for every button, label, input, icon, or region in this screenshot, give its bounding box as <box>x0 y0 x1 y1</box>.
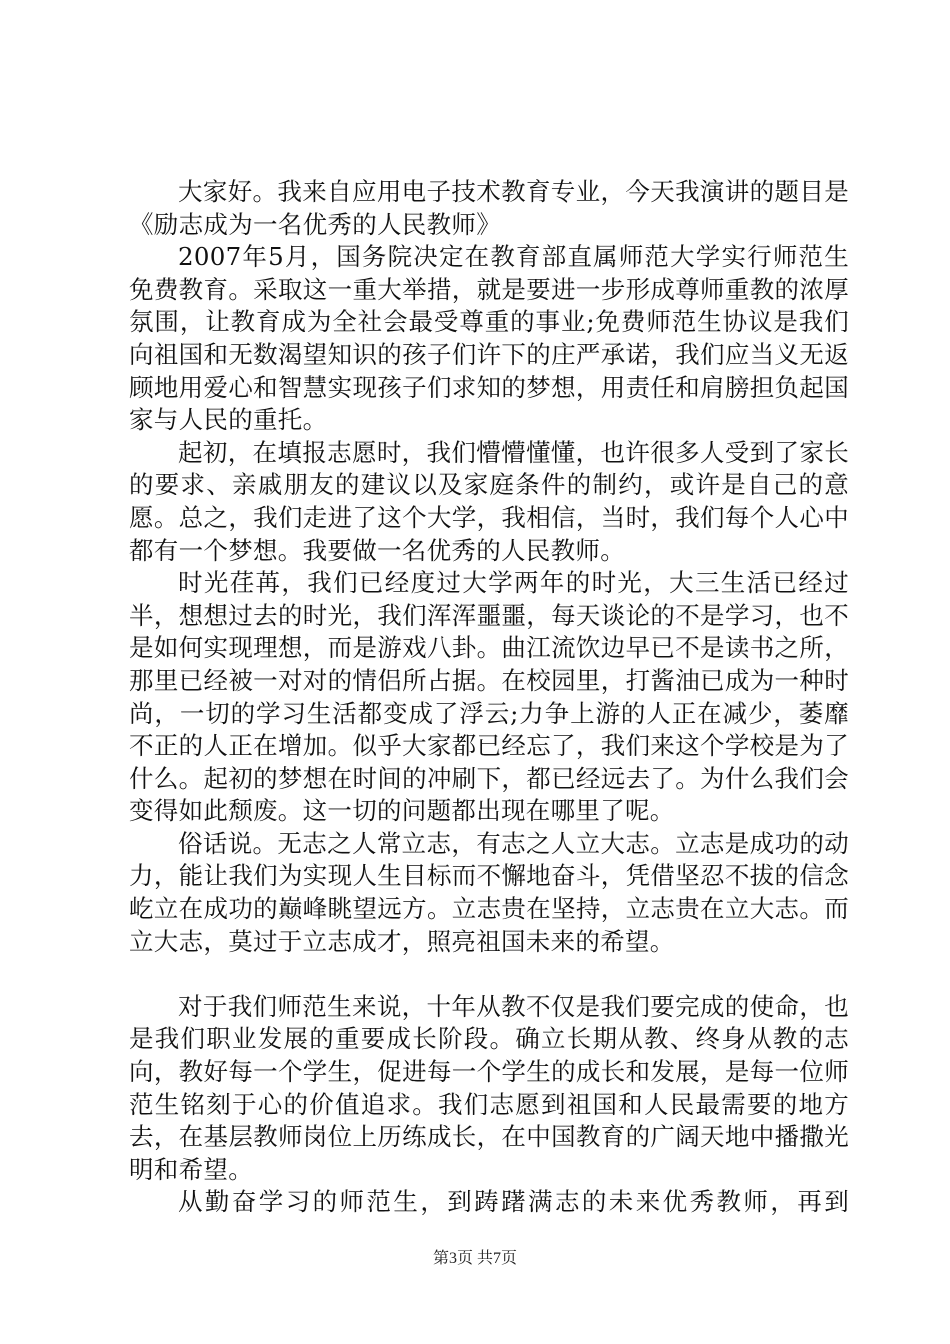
page-number-footer: 第3页 共7页 <box>432 1250 517 1267</box>
paragraph-policy: 2007年5月，国务院决定在教育部直属师范大学实行师范生免费教育。采取这一重大举措，就是要进一步形成尊师重教的浓厚氛围，让教育成为全社会最受尊重的事业;免费师范生协议是我们向祖国和无数渴望知识的孩子们许下的庄严承诺，我们应当义无返顾地用爱心和智慧实现孩子们求知的梦想，用责任和肩膀担负起国家与人民的重托。 <box>129 242 849 435</box>
paragraph-continued: 从勤奋学习的师范生，到踌躇满志的未来优秀教师，再到 <box>178 1187 849 1217</box>
paragraph-beginning: 起初，在填报志愿时，我们懵懵懂懂，也许很多人受到了家长的要求、亲戚朋友的建议以及家庭条件的制约，或许是自己的意愿。总之，我们走进了这个大学，我相信，当时，我们每个人心中都有一个梦想。我要做一名优秀的人民教师。 <box>129 437 849 565</box>
paragraph-time-passing: 时光荏苒，我们已经度过大学两年的时光，大三生活已经过半，想想过去的时光，我们浑浑噩噩，每天谈论的不是学习，也不是如何实现理想，而是游戏八卦。曲江流饮边早已不是读书之所，那里已经被一对对的情侣所占据。在校园里，打酱油已成为一种时尚，一切的学习生活都变成了浮云;力争上游的人正在减少，萎靡不正的人正在增加。似乎大家都已经忘了，我们来这个学校是为了什么。起初的梦想在时间的冲刷下，都已经远去了。为什么我们会变得如此颓废。这一切的问题都出现在哪里了呢。 <box>129 568 849 826</box>
paragraph-teaching-mission: 对于我们师范生来说，十年从教不仅是我们要完成的使命，也是我们职业发展的重要成长阶段。确立长期从教、终身从教的志向，教好每一个学生，促进每一个学生的成长和发展，是每一位师范生铭刻于心的价值追求。我们志愿到祖国和人民最需要的地方去，在基层教师岗位上历练成长，在中国教育的广阔天地中播撒光明和希望。 <box>129 991 849 1184</box>
paragraph-ambition: 俗话说。无志之人常立志，有志之人立大志。立志是成功的动力，能让我们为实现人生目标而不懈地奋斗，凭借坚忍不拔的信念屹立在成功的巅峰眺望远方。立志贵在坚持，立志贵在立大志。而立大志，莫过于立志成才，照亮祖国未来的希望。 <box>129 828 849 956</box>
paragraph-spacer <box>129 958 849 991</box>
paragraph-greeting: 大家好。我来自应用电子技术教育专业，今天我演讲的题目是《励志成为一名优秀的人民教师》 <box>129 177 849 239</box>
document-body <box>129 176 849 1219</box>
